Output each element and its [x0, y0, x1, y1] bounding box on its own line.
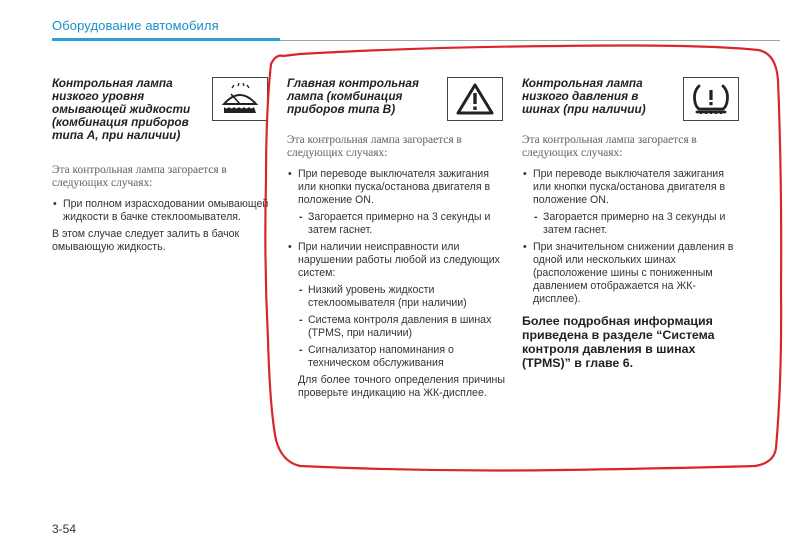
tire-pressure-section [522, 77, 742, 370]
page-header [52, 18, 280, 41]
sub-list-item: - Загорается примерно на 3 секунды и затем гаснет. [533, 211, 742, 237]
list-item: • При полном израсходовании омывающей жидкости в бачке стеклоомывателя. [52, 198, 272, 224]
warning-triangle-icon [447, 77, 503, 121]
bullet-list [522, 168, 742, 306]
list-item-text: При переводе выключателя зажигания или кнопки пуска/останова двигателя в положение ON. [533, 168, 726, 206]
top-divider [280, 40, 780, 41]
washer-fluid-icon [212, 77, 268, 121]
list-item [522, 168, 742, 237]
bullet-list [287, 168, 505, 370]
intro-text: Эта контрольная лампа загорается в следующих случаях: [287, 134, 462, 159]
section-heading: Контрольная лампа низкого давления в шинах (при наличии) [522, 76, 646, 116]
info-text: Более подробная информация приведена в разделе “Система контроля давления в шинах (TPMS)” в главе 6. [522, 314, 715, 370]
page-number: 3-54 [52, 522, 77, 536]
sub-list [533, 211, 742, 237]
sub-list-item: - Система контроля давления в шинах (TPMS, при наличии) [298, 314, 505, 340]
tire-pressure-icon [683, 77, 739, 121]
section-head [522, 77, 742, 157]
note-text: Для более точного определения причины проверьте индикацию на ЖК-дисплее. [298, 374, 505, 399]
intro-text: Эта контрольная лампа загорается в следующих случаях: [522, 134, 697, 159]
section-title: Оборудование автомобиля [52, 18, 219, 33]
washer-fluid-section [52, 77, 272, 254]
intro-text: Эта контрольная лампа загорается в следующих случаях: [52, 164, 227, 189]
sub-list [298, 284, 505, 370]
sub-list [298, 211, 505, 237]
sub-list-item: - Загорается примерно на 3 секунды и затем гаснет. [298, 211, 505, 237]
master-warning-section [287, 77, 505, 400]
sub-list-item: - Низкий уровень жидкости стеклоомывателя (при наличии) [298, 284, 505, 310]
section-head [287, 77, 505, 157]
section-heading: Контрольная лампа низкого уровня омывающей жидкости (комбинация приборов типа A, при наличии) [52, 76, 191, 142]
list-item [287, 168, 505, 237]
section-heading: Главная контрольная лампа (комбинация приборов типа B) [287, 76, 419, 116]
list-item: • При значительном снижении давления в одной или нескольких шинах (расположение шины с пониженным давлением отображается на ЖК-дисплее). [522, 241, 742, 306]
section-head [52, 77, 272, 157]
header-rule [52, 38, 280, 41]
sub-list-item: - Сигнализатор напоминания о техническом обслуживания [298, 344, 505, 370]
note-text: В этом случае следует залить в бачок омывающую жидкость. [52, 228, 240, 253]
list-item-text: При переводе выключателя зажигания или кнопки пуска/останова двигателя в положение ON. [298, 168, 491, 206]
bullet-list [52, 198, 272, 224]
list-item-text: При наличии неисправности или нарушении работы любой из следующих систем: [298, 241, 500, 279]
list-item [287, 241, 505, 370]
